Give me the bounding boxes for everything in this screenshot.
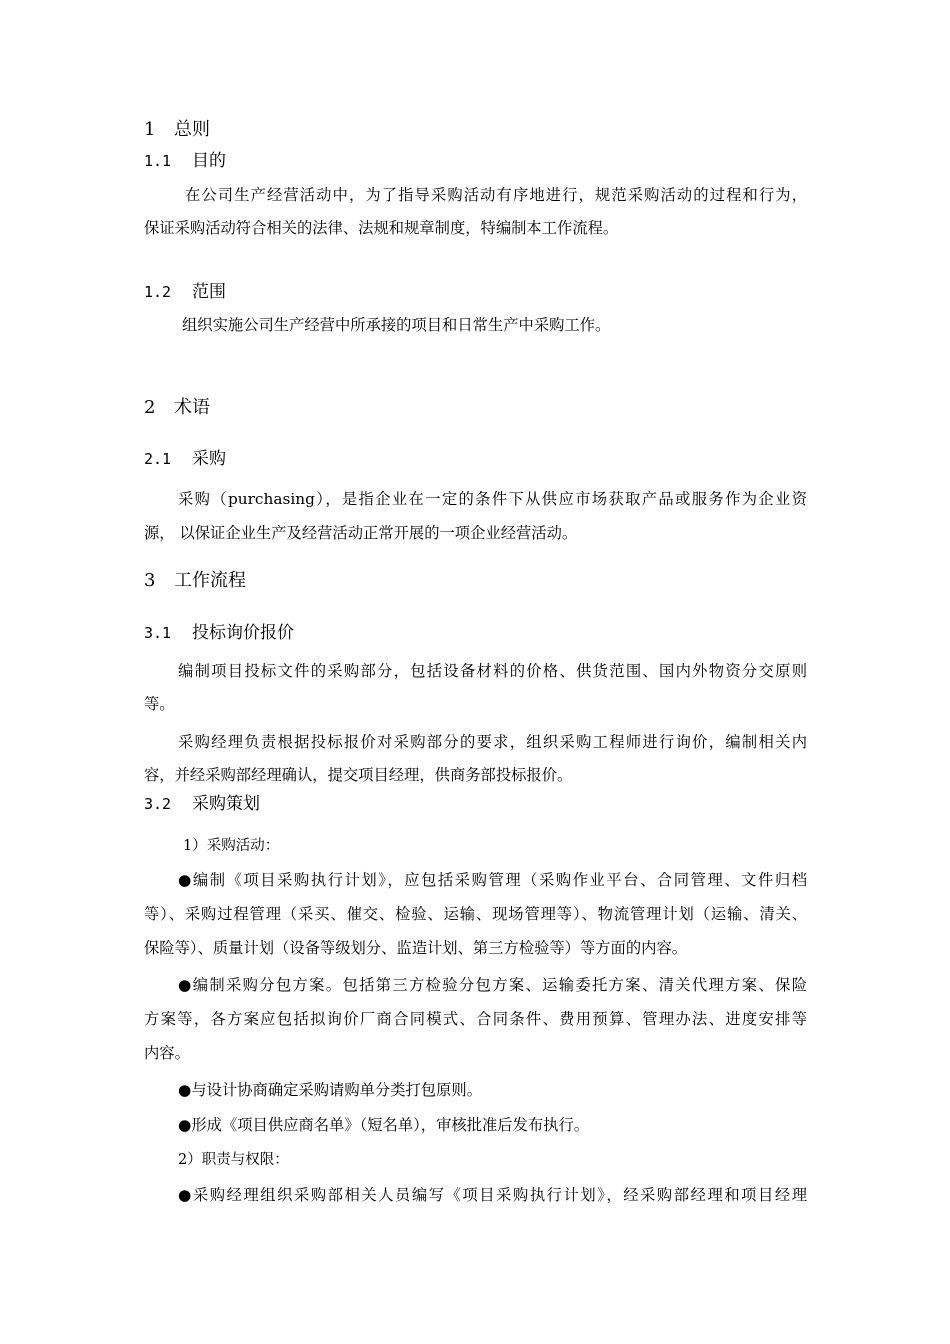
paragraph-line: 在公司生产经营活动中，为了指导采购活动有序地进行，规范采购活动的过程和行为， [185, 186, 807, 204]
paragraph-line: 等）、采购过程管理（采买、催交、检验、运输、现场管理等）、物流管理计划（运输、清关、 [144, 905, 807, 923]
paragraph-line: 方案等，各方案应包括拟询价厂商合同模式、合同条件、费用预算、管理办法、进度安排等 [144, 1010, 807, 1028]
subsection-heading: 1.1 目的 [144, 151, 226, 171]
paragraph-line: 采购（purchasing），是指企业在一定的条件下从供应市场获取产品或服务作为企业资 [178, 490, 807, 508]
paragraph-line: 保证采购活动符合相关的法律、法规和规章制度，特编制本工作流程。 [144, 219, 619, 237]
subsection-heading: 3.1 投标询价报价 [144, 623, 294, 643]
bullet-line: ●形成《项目供应商名单》（短名单），审核批准后发布执行。 [178, 1116, 590, 1134]
bullet-line: ●编制采购分包方案。包括第三方检验分包方案、运输委托方案、清关代理方案、保险 [178, 976, 807, 994]
bullet-line: ●与设计协商确定采购请购单分类打包原则。 [178, 1081, 482, 1099]
list-heading: 2）职责与权限： [178, 1152, 289, 1168]
paragraph-line: 编制项目投标文件的采购部分，包括设备材料的价格、供货范围、国内外物资分交原则 [178, 662, 807, 680]
subsection-heading: 2.1 采购 [144, 449, 226, 469]
section-heading: 1 总则 [144, 119, 210, 140]
paragraph-line: 采购经理负责根据投标报价对采购部分的要求，组织采购工程师进行询价，编制相关内 [178, 733, 807, 751]
paragraph-line: 内容。 [144, 1044, 190, 1062]
bullet-line: ●采购经理组织采购部相关人员编写《项目采购执行计划》，经采购部经理和项目经理 [178, 1186, 807, 1204]
paragraph-line: 容，并经采购部经理确认，提交项目经理，供商务部投标报价。 [144, 766, 573, 784]
section-heading: 2 术语 [144, 397, 210, 418]
paragraph-line: 组织实施公司生产经营中所承接的项目和日常生产中采购工作。 [182, 316, 611, 334]
paragraph-line: 等。 [144, 695, 175, 713]
subsection-heading: 3.2 采购策划 [144, 794, 260, 814]
subsection-heading: 1.2 范围 [144, 282, 226, 302]
paragraph-line: 源， 以保证企业生产及经营活动正常开展的一项企业经营活动。 [144, 524, 578, 542]
section-heading: 3 工作流程 [144, 570, 246, 591]
bullet-line: ●编制《项目采购执行计划》，应包括采购管理（采购作业平台、合同管理、文件归档 [178, 871, 807, 889]
list-heading: 1）采购活动： [183, 838, 280, 854]
paragraph-line: 保险等）、质量计划（设备等级划分、监造计划、第三方检验等）等方面的内容。 [144, 939, 688, 957]
